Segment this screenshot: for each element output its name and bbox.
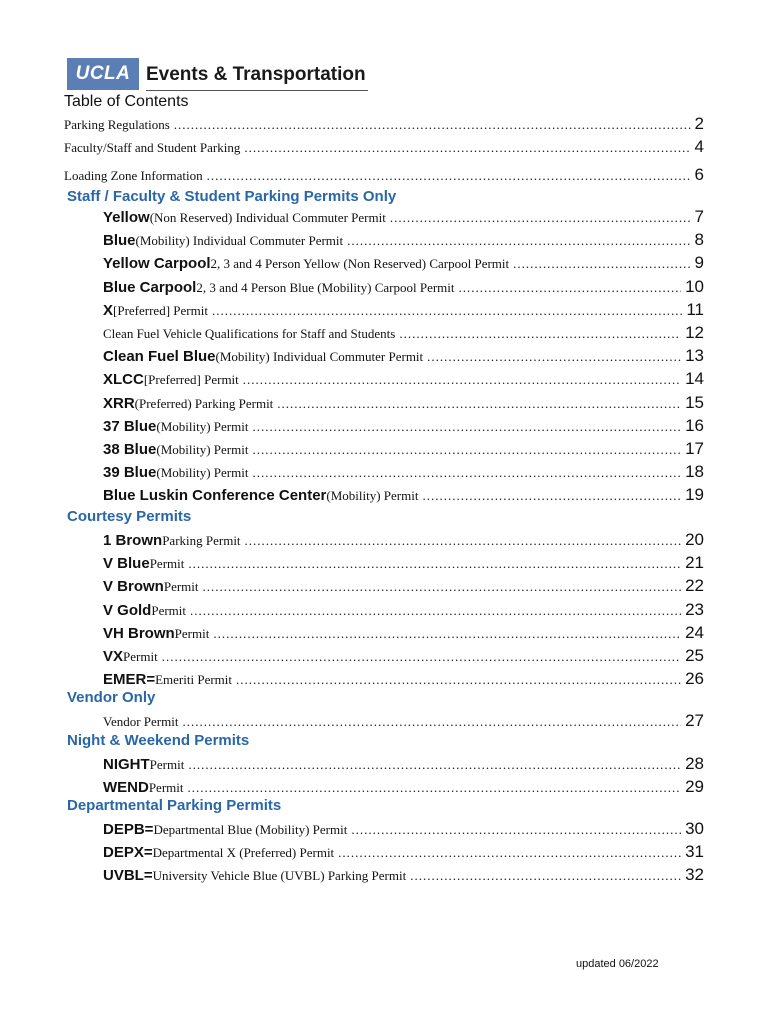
dot-leader [390,210,691,226]
permit-code: Yellow [103,209,150,226]
dot-leader [410,868,681,884]
entry-description: (Preferred) Parking Permit [134,395,274,411]
entry-description: Vendor Permit [103,714,179,729]
section-heading: Night & Weekend Permits [67,732,250,749]
permit-code: V Gold [103,601,152,619]
toc-entry[interactable] [103,253,704,275]
dot-leader [459,280,682,296]
dot-leader [277,396,681,412]
page-number: 30 [685,819,704,838]
permit-code: DEPX= [103,844,153,862]
entry-description: Departmental X (Preferred) Permit [152,845,335,861]
page-number: 32 [685,865,704,885]
permit-code: XLCC [103,371,144,389]
page-number: 12 [685,323,704,342]
toc-entry[interactable] [64,165,704,187]
dot-leader [244,140,690,156]
permit-code: UVBL= [103,867,153,885]
page-number: 18 [685,462,704,482]
dot-leader [188,556,681,572]
permit-code: Blue Carpool [103,278,197,296]
page-number: 29 [685,777,704,797]
permit-code: V Blue [103,555,150,573]
entry-description: Permit [149,757,185,772]
permit-code: X [103,301,114,319]
page-number: 28 [685,754,704,773]
page-number: 26 [685,669,704,689]
entry-description: Clean Fuel Vehicle Qualifications for Staff and Students [103,326,396,341]
permit-code: 39 Blue [103,464,157,482]
entry-description: Permit [174,625,210,641]
entry-description: Parking Permit [162,533,241,548]
page-number: 6 [694,165,704,184]
page-number: 19 [685,485,704,505]
updated-date: updated 06/2022 [576,958,659,970]
entry-description: Permit [123,649,158,664]
toc-entry[interactable] [103,530,704,552]
page-number: 11 [686,299,704,319]
permit-code: VH Brown [103,624,175,642]
toc-entry[interactable] [103,485,704,507]
permit-code: 1 Brown [103,532,163,549]
permit-code: Yellow Carpool [103,255,211,273]
toc-entry[interactable] [103,819,704,841]
entry-description: 2, 3 and 4 Person Blue (Mobility) Carpool Permit [196,279,455,295]
permit-code: WEND [103,779,149,797]
page-header [67,58,368,90]
toc-entry[interactable] [64,137,704,159]
toc-entry[interactable] [103,300,704,322]
dot-leader [422,488,681,504]
entry-description: Permit [148,780,184,796]
section-heading: Vendor Only [67,689,156,706]
dot-leader [162,649,681,665]
dot-leader [212,303,682,319]
ucla-logo: UCLA [67,58,139,90]
page-number: 22 [685,576,704,596]
entry-description: Departmental Blue (Mobility) Permit [153,822,348,837]
entry-description: 2, 3 and 4 Person Yellow (Non Reserved) Carpool Permit [210,256,510,272]
entry-description: [Preferred] Permit [143,372,239,388]
entry-description: University Vehicle Blue (UVBL) Parking Permit [152,868,407,884]
page-number: 21 [685,553,704,573]
permit-code: V Brown [103,578,164,596]
entry-description: [Preferred] Permit [113,302,208,318]
toc-entry[interactable] [103,277,704,299]
dot-leader [252,419,681,435]
permit-code: VX [103,648,124,665]
dot-leader [399,326,681,342]
page-number: 31 [685,842,704,862]
dot-leader [252,442,681,458]
toc-entry[interactable] [103,462,704,484]
entry-description: (Mobility) Permit [326,488,419,504]
page-number: 10 [685,276,704,296]
permit-code: Clean Fuel Blue [103,348,216,366]
permit-code: NIGHT [103,756,150,773]
dot-leader [351,822,681,838]
org-name: Events & Transportation [146,64,368,91]
page-number: 25 [685,646,704,665]
permit-code: DEPB= [103,821,154,838]
page-number: 2 [694,114,704,133]
dot-leader [182,714,681,730]
toc-entry[interactable] [103,669,704,691]
toc-entry[interactable] [103,369,704,391]
dot-leader [427,349,681,365]
entry-description: Emeriti Permit [155,672,233,688]
permit-code: Blue Luskin Conference Center [103,487,327,505]
toc-entry[interactable] [103,711,704,733]
toc-entry[interactable] [103,842,704,864]
entry-description: (Mobility) Individual Commuter Permit [215,349,424,365]
toc-entry[interactable] [64,114,704,136]
toc-entry[interactable] [103,777,704,799]
toc-entry[interactable] [103,416,704,438]
dot-leader [207,168,691,184]
toc-entry[interactable] [103,393,704,415]
toc-entry[interactable] [103,553,704,575]
entry-description: Loading Zone Information [64,168,203,183]
entry-description: (Mobility) Permit [156,418,249,434]
permit-code: EMER= [103,671,156,689]
toc-entry[interactable] [103,754,704,776]
page-number: 9 [694,253,704,273]
dot-leader [347,233,690,249]
page-number: 15 [685,392,704,412]
section-heading: Departmental Parking Permits [67,797,282,814]
page-number: 24 [685,622,704,642]
toc-entry[interactable] [103,623,704,645]
entry-description: Faculty/Staff and Student Parking [64,140,241,155]
page-number: 27 [685,711,704,730]
toc-entry[interactable] [103,207,704,229]
dot-leader [513,256,690,272]
toc-entry[interactable] [103,346,704,368]
page-number: 14 [685,369,704,389]
entry-description: (Non Reserved) Individual Commuter Permit [149,210,386,225]
page-number: 20 [685,530,704,549]
entry-description: Permit [149,556,185,572]
permit-code: 37 Blue [103,417,157,435]
toc-entry[interactable] [103,576,704,598]
dot-leader [213,626,681,642]
dot-leader [190,603,681,619]
entry-description: (Mobility) Individual Commuter Permit [135,233,344,249]
section-heading: Courtesy Permits [67,508,192,525]
page-number: 16 [685,415,704,435]
toc-entry[interactable] [103,646,704,668]
dot-leader [174,117,691,133]
page-number: 8 [694,230,704,250]
toc-entry[interactable] [103,323,704,345]
section-heading: Staff / Faculty & Student Parking Permits Only [67,188,397,205]
page-number: 4 [694,137,704,156]
toc-entry[interactable] [103,865,704,887]
page-number: 23 [685,599,704,619]
entry-description: Permit [151,602,187,618]
page-number: 17 [685,439,704,458]
dot-leader [188,757,681,773]
toc-entry[interactable] [103,600,704,622]
entry-description: (Mobility) Permit [156,465,249,481]
permit-code: Blue [103,232,136,250]
toc-entry[interactable] [103,230,704,252]
dot-leader [243,372,681,388]
dot-leader [203,579,682,595]
page-number: 7 [694,207,704,226]
dot-leader [252,465,681,481]
entry-description: Parking Regulations [64,117,170,132]
permit-code: XRR [103,394,135,412]
toc-title: Table of Contents [64,93,189,110]
entry-description: Permit [163,579,199,595]
dot-leader [236,672,681,688]
toc-entry[interactable] [103,439,704,461]
permit-code: 38 Blue [103,441,157,458]
entry-description: (Mobility) Permit [156,442,249,457]
dot-leader [245,533,682,549]
dot-leader [338,845,681,861]
dot-leader [188,780,682,796]
page-number: 13 [685,346,704,366]
